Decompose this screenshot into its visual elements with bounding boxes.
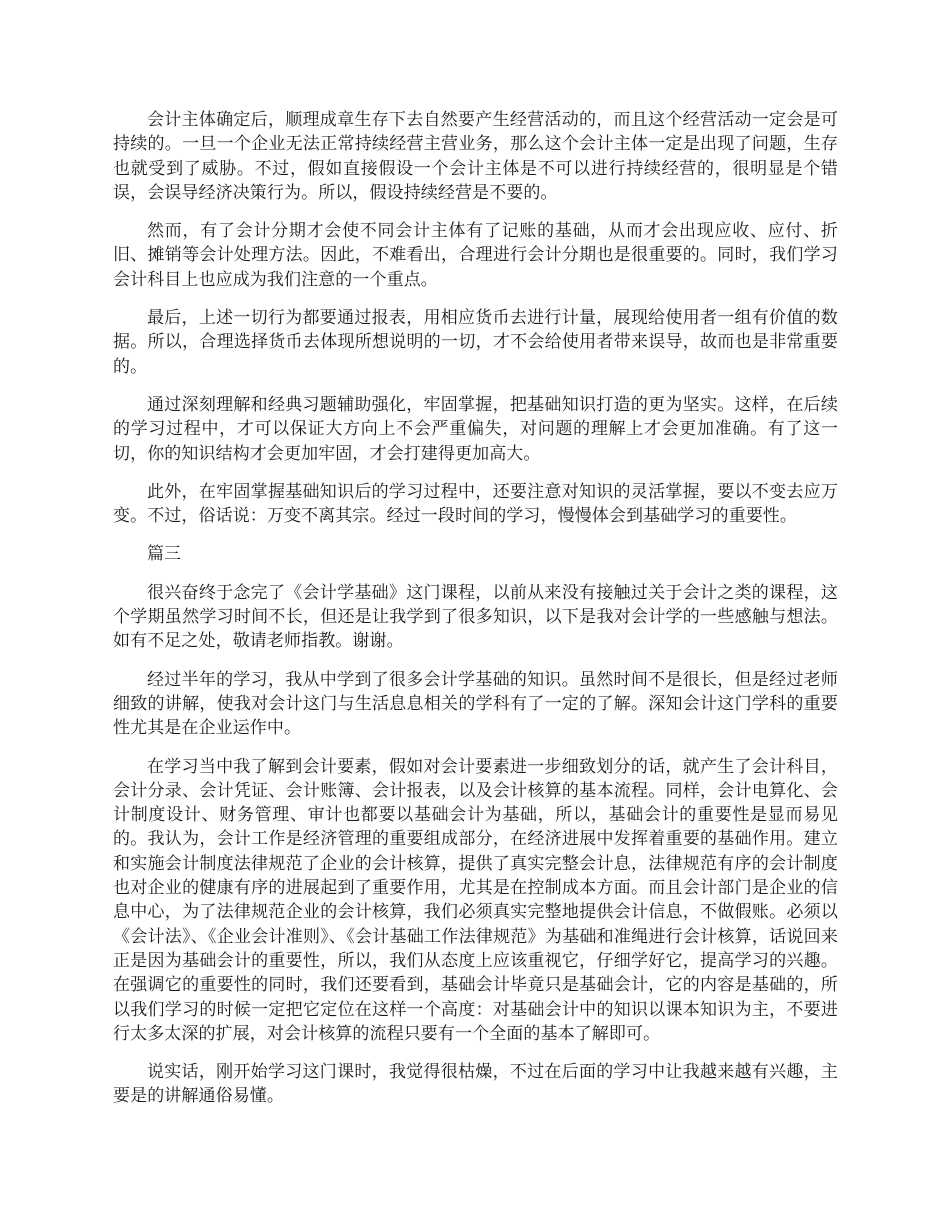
paragraph: 通过深刻理解和经典习题辅助强化，牢固掌握，把基础知识打造的更为坚实。这样，在后续的学习过程中，才可以保证大方向上不会严重偏失，对问题的理解上才会更加准确。有了这一切，你的知识结构才会更加牢固，才会打建得更加高大。 (113, 394, 838, 464)
document-body (113, 108, 838, 1123)
paragraph: 会计主体确定后，顺理成章生存下去自然要产生经营活动的，而且这个经营活动一定会是可持续的。一旦一个企业无法正常持续经营主营业务，那么这个会计主体一定是出现了问题，生存也就受到了威胁。不过，假如直接假设一个会计主体是不可以进行持续经营的，很明显是个错误，会误导经济决策行为。所以，假设持续经营是不要的。 (113, 110, 838, 203)
paragraph: 说实话，刚开始学习这门课时，我觉得很枯燥，不过在后面的学习中让我越来越有兴趣，主要是的讲解通俗易懂。 (113, 1062, 838, 1107)
paragraph: 在学习当中我了解到会计要素，假如对会计要素进一步细致划分的话，就产生了会计科目，会计分录、会计凭证、会计账簿、会计报表，以及会计核算的基本流程。同样，会计电算化、会计制度设计、财务管理、审计也都要以基础会计为基础，所以，基础会计的重要性是显而易见的。我认为，会计工作是经济管理的重要组成部分，在经济进展中发挥着重要的基础作用。建立和实施会计制度法律规范了企业的会计核算，提供了真实完整会计息，法律规范有序的会计制度也对企业的健康有序的进展起到了重要作用，尤其是在控制成本方面。而且会计部门是企业的信息中心，为了法律规范企业的会计核算，我们必须真实完整地提供会计信息，不做假账。必须以《会计法》、《企业会计准则》、《会计基础工作法律规范》为基础和准绳进行会计核算，话说回来正是因为基础会计的重要性，所以，我们从态度上应该重视它，仔细学好它，提高学习的兴趣。在强调它的重要性的同时，我们还要看到，基础会计毕竟只是基础会计，它的内容是基础的，所以我们学习的时候一定把它定位在这样一个高度：对基础会计中的知识以课本知识为主，不要进行太多太深的扩展，对会计核算的流程只要有一个全面的基本了解即可。 (113, 756, 838, 1044)
paragraph: 很兴奋终于念完了《会计学基础》这门课程，以前从来没有接触过关于会计之类的课程，这个学期虽然学习时间不长，但还是让我学到了很多知识，以下是我对会计学的一些感触与想法。如有不足之处，敬请老师指教。谢谢。 (113, 582, 838, 652)
paragraph: 此外，在牢固掌握基础知识后的学习过程中，还要注意对知识的灵活掌握，要以不变去应万变。不过，俗话说：万变不离其宗。经过一段时间的学习，慢慢体会到基础学习的重要性。 (113, 481, 838, 527)
paragraph: 然而，有了会计分期才会使不同会计主体有了记账的基础，从而才会出现应收、应付、折旧、摊销等会计处理方法。因此，不难看出，合理进行会计分期也是很重要的。同时，我们学习会计科目上也应成为我们注意的一个重点。 (113, 221, 838, 290)
paragraph: 经过半年的学习，我从中学到了很多会计学基础的知识。虽然时间不是很长，但是经过老师细致的讲解，使我对会计这门与生活息息相关的学科有了一定的了解。深知会计这门学科的重要性尤其是在企业运作中。 (113, 669, 838, 739)
paragraph: 最后，上述一切行为都要通过报表，用相应货币去进行计量，展现给使用者一组有价值的数据。所以，合理选择货币去体现所想说明的一切，才不会给使用者带来误导，故而也是非常重要的。 (113, 308, 838, 377)
section-heading: 篇三 (147, 544, 181, 565)
